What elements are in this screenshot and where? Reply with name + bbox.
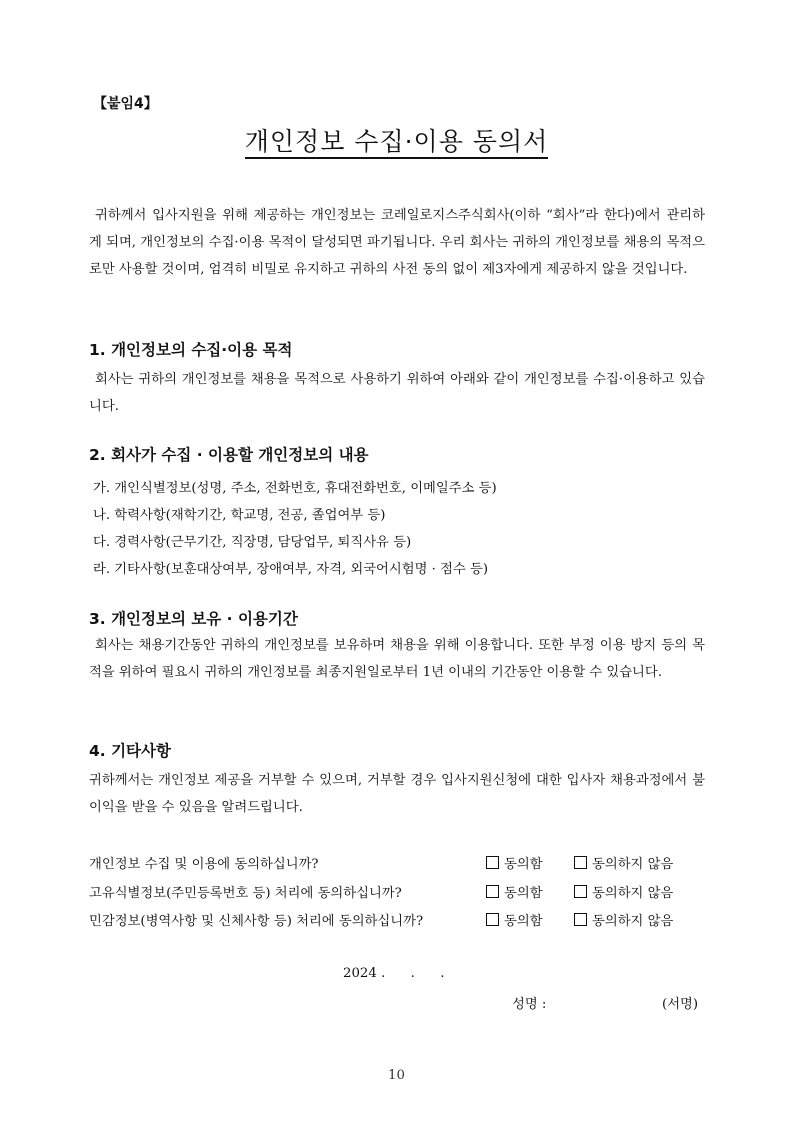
section-3-body: 회사는 채용기간동안 귀하의 개인정보를 보유하며 채용을 위해 이용합니다. 또한 부정 이용 방지 등의 목적을 위하여 필요시 귀하의 개인정보를 최종지원일로부터 1년 이내의 기간동안 이용할 수 있습니다. bbox=[89, 638, 705, 680]
section-2-item: 라. 기타사항(보훈대상여부, 장애여부, 자격, 외국어시험명 · 점수 등) bbox=[93, 562, 489, 577]
intro-paragraph: 귀하께서 입사지원을 위해 제공하는 개인정보는 코레일로지스주식회사(이하 “회사”라 한다)에서 관리하게 되며, 개인정보의 수집·이용 목적이 달성되면 파기됩니다. 우리 회사는 귀하의 개인정보를 채용의 목적으로만 사용할 것이며, 엄격히 비밀로 유지하고 귀하의 사전 동의 없이 제3자에게 제공하지 않을 것입니다. bbox=[89, 208, 705, 277]
section-3-heading: 3. 개인정보의 보유 · 이용기간 bbox=[89, 610, 298, 628]
disagree-checkbox[interactable] bbox=[574, 856, 587, 869]
agree-label: 동의함 bbox=[504, 914, 543, 929]
page-number: 10 bbox=[388, 1068, 405, 1083]
page-title bbox=[0, 122, 793, 158]
agree-label: 동의함 bbox=[504, 857, 543, 872]
title-text: 개인정보 수집·이용 동의서 bbox=[245, 127, 549, 159]
section-2-item: 나. 학력사항(재학기간, 학교명, 전공, 졸업여부 등) bbox=[93, 508, 386, 523]
section-2-heading: 2. 회사가 수집 · 이용할 개인정보의 내용 bbox=[89, 446, 369, 464]
disagree-checkbox[interactable] bbox=[574, 885, 587, 898]
consent-question: 민감정보(병역사항 및 신체사항 등) 처리에 동의하십니까? bbox=[89, 914, 424, 929]
name-label: 성명 : bbox=[512, 997, 547, 1012]
section-2-item: 다. 경력사항(근무기간, 직장명, 담당업무, 퇴직사유 등) bbox=[93, 535, 412, 550]
disagree-option[interactable] bbox=[574, 853, 673, 872]
disagree-checkbox[interactable] bbox=[574, 913, 587, 926]
agree-option[interactable] bbox=[486, 910, 543, 929]
agree-checkbox[interactable] bbox=[486, 856, 499, 869]
agree-label: 동의함 bbox=[504, 886, 543, 901]
section-2-item: 가. 개인식별정보(성명, 주소, 전화번호, 휴대전화번호, 이메일주소 등) bbox=[93, 481, 497, 496]
agree-option[interactable] bbox=[486, 853, 543, 872]
section-1-heading: 1. 개인정보의 수집·이용 목적 bbox=[89, 341, 293, 359]
consent-question: 개인정보 수집 및 이용에 동의하십니까? bbox=[89, 857, 319, 872]
disagree-option[interactable] bbox=[574, 910, 673, 929]
section-4-body: 귀하께서는 개인정보 제공을 거부할 수 있으며, 거부할 경우 입사지원신청에 대한 입사자 채용과정에서 불이익을 받을 수 있음을 알려드립니다. bbox=[89, 773, 705, 815]
consent-question: 고유식별정보(주민등록번호 등) 처리에 동의하십니까? bbox=[89, 886, 402, 901]
section-4-heading: 4. 기타사항 bbox=[89, 742, 171, 760]
disagree-option[interactable] bbox=[574, 882, 673, 901]
date-line: 2024 . . . bbox=[343, 966, 445, 981]
signature-mark: (서명) bbox=[662, 997, 699, 1012]
disagree-label: 동의하지 않음 bbox=[592, 886, 674, 901]
agree-option[interactable] bbox=[486, 882, 543, 901]
disagree-label: 동의하지 않음 bbox=[592, 857, 674, 872]
attachment-label: 【붙임4】 bbox=[93, 96, 158, 112]
agree-checkbox[interactable] bbox=[486, 885, 499, 898]
section-1-body: 회사는 귀하의 개인정보를 채용을 목적으로 사용하기 위하여 아래와 같이 개인정보를 수집·이용하고 있습니다. bbox=[89, 372, 705, 414]
agree-checkbox[interactable] bbox=[486, 913, 499, 926]
disagree-label: 동의하지 않음 bbox=[592, 914, 674, 929]
